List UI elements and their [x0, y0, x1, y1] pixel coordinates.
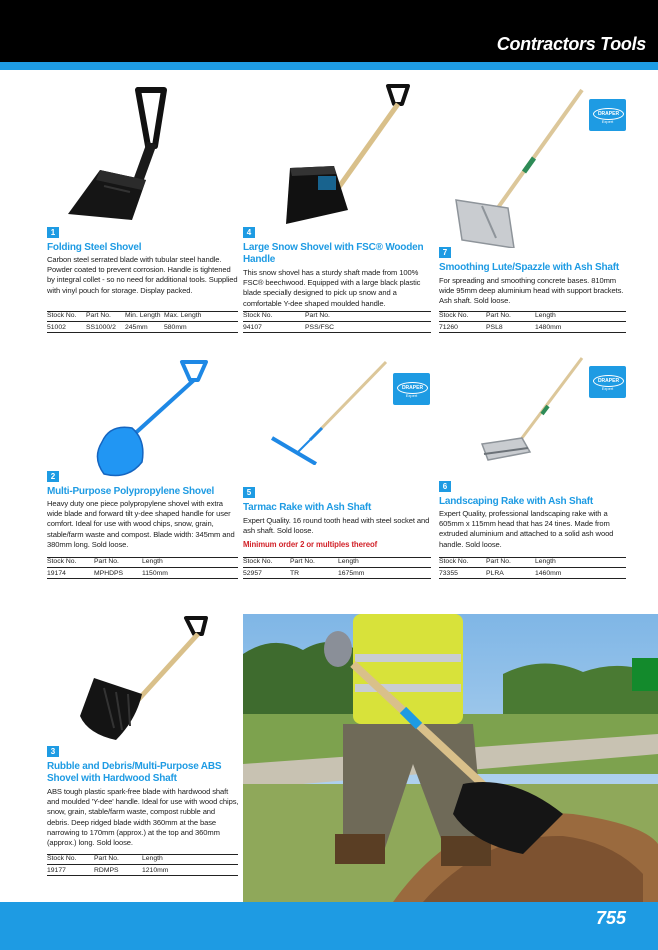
- product-description: Carbon steel serrated blade with tubular steel handle. Powder coated to prevent corrosion. Handle is tightened by integral collet - so no need for additional tools. Supplied with vinyl pouch for storage. Display packed.: [47, 255, 238, 295]
- product-number-badge: 6: [439, 481, 451, 492]
- col-length: Length: [535, 558, 626, 568]
- product-description: Expert Quality. 16 round tooth head with steel socket and ash shaft. Sold loose.: [243, 516, 430, 536]
- cell-min-length: 245mm: [125, 322, 164, 333]
- product-title: Smoothing Lute/Spazzle with Ash Shaft: [439, 262, 620, 273]
- col-length: Length: [142, 558, 238, 568]
- col-min-length: Min. Length: [125, 312, 164, 322]
- cell-length: 1480mm: [535, 322, 626, 333]
- draper-logo-wordmark: DRAPER: [593, 108, 624, 120]
- col-stock-no: Stock No.: [439, 558, 486, 568]
- product-description: This snow shovel has a sturdy shaft made from 100% FSC® beechwood. Equipped with a large black plastic blade specially designed to pick up snow and a comfortable Y-dee shaped moulded handle.: [243, 268, 421, 308]
- section-tab: [632, 658, 658, 691]
- col-part-no: Part No.: [94, 855, 142, 865]
- draper-logo-wordmark: DRAPER: [397, 382, 428, 394]
- snow-shovel-image: [272, 82, 422, 232]
- col-max-length: Max. Length: [164, 312, 238, 322]
- cell-max-length: 580mm: [164, 322, 238, 333]
- product-title: Large Snow Shovel with FSC® Wooden Handle: [243, 242, 424, 265]
- cell-length: 1210mm: [142, 865, 238, 876]
- product-number-badge: 4: [243, 227, 255, 238]
- table-row: [439, 568, 626, 579]
- landscaping-rake-image: [478, 356, 588, 466]
- spec-table: [243, 311, 431, 333]
- cell-stock-no: 52957: [243, 568, 290, 579]
- spec-table: [47, 854, 238, 876]
- abs-shovel-image: [76, 616, 216, 746]
- draper-logo: [393, 373, 430, 405]
- cell-part-no: MPHDPS: [94, 568, 142, 579]
- col-stock-no: Stock No.: [243, 558, 290, 568]
- product-number-badge: 7: [439, 247, 451, 258]
- product-description: Heavy duty one piece polypropylene shovel with extra wide blade and forward tilt y-dee shaped handle for user comfort. Ideal for use with wood chips, snow, grain, stable/farm waste and compost. Blade width: 345mm and 380mm long. Sold loose.: [47, 499, 235, 549]
- col-stock-no: Stock No.: [439, 312, 486, 322]
- smoothing-lute-image: [452, 88, 592, 248]
- draper-logo-tagline: Expert: [405, 393, 418, 398]
- product-title: Multi-Purpose Polypropylene Shovel: [47, 486, 215, 497]
- minimum-order-note: Minimum order 2 or multiples thereof: [243, 540, 378, 549]
- spec-table: [439, 311, 626, 333]
- spec-table: [243, 557, 431, 579]
- polypropylene-shovel-image: [88, 358, 213, 483]
- product-title: Folding Steel Shovel: [47, 242, 142, 253]
- draper-logo-wordmark: DRAPER: [593, 375, 624, 387]
- page-number: 755: [595, 908, 626, 928]
- table-row: [439, 322, 626, 333]
- table-row: [243, 322, 431, 333]
- spec-table: [47, 557, 238, 579]
- product-title: Rubble and Debris/Multi-Purpose ABS Shovel with Hardwood Shaft: [47, 761, 222, 784]
- product-description: ABS tough plastic spark-free blade with hardwood shaft and moulded 'Y-dee' handle. Ideal for use with wood chips, snow, grain, stable/farm waste, compost rubble and debris. Deep ridged blade width 360mm at the base narrowing to 170mm (approx.) at the top and 360mm (approx.) long. Sold loose.: [47, 787, 239, 848]
- page-title: Contractors Tools: [496, 34, 646, 54]
- col-stock-no: Stock No.: [243, 312, 305, 322]
- col-stock-no: Stock No.: [47, 855, 94, 865]
- worker-shovelling-photo: [243, 614, 658, 902]
- product-number-badge: 5: [243, 487, 255, 498]
- folding-shovel-image: [60, 86, 210, 226]
- col-stock-no: Stock No.: [47, 312, 86, 322]
- draper-logo-tagline: Expert: [601, 119, 614, 124]
- col-part-no: Part No.: [290, 558, 338, 568]
- cell-part-no: PLRA: [486, 568, 535, 579]
- cell-part-no: PSL8: [486, 322, 535, 333]
- cell-length: 1675mm: [338, 568, 431, 579]
- header-accent-stripe: [0, 62, 658, 70]
- cell-stock-no: 94107: [243, 322, 305, 333]
- cell-stock-no: 71260: [439, 322, 486, 333]
- product-title: Landscaping Rake with Ash Shaft: [439, 496, 594, 507]
- cell-length: 1460mm: [535, 568, 626, 579]
- col-length: Length: [142, 855, 238, 865]
- cell-part-no: PSS/FSC: [305, 322, 431, 333]
- draper-logo: [589, 99, 626, 131]
- tarmac-rake-image: [268, 360, 393, 465]
- cell-stock-no: 73355: [439, 568, 486, 579]
- cell-part-no: TR: [290, 568, 338, 579]
- table-row: [47, 322, 238, 333]
- footer-bar: [0, 902, 658, 950]
- col-length: Length: [535, 312, 626, 322]
- cell-part-no: SS1000/2: [86, 322, 125, 333]
- product-number-badge: 2: [47, 471, 59, 482]
- draper-logo-tagline: Expert: [601, 386, 614, 391]
- product-title: Tarmac Rake with Ash Shaft: [243, 502, 372, 513]
- col-length: Length: [338, 558, 431, 568]
- col-part-no: Part No.: [486, 558, 535, 568]
- product-number-badge: 1: [47, 227, 59, 238]
- cell-stock-no: 51002: [47, 322, 86, 333]
- cell-stock-no: 19177: [47, 865, 94, 876]
- col-part-no: Part No.: [94, 558, 142, 568]
- col-part-no: Part No.: [86, 312, 125, 322]
- col-stock-no: Stock No.: [47, 558, 94, 568]
- col-part-no: Part No.: [305, 312, 431, 322]
- table-row: [243, 568, 431, 579]
- cell-length: 1150mm: [142, 568, 238, 579]
- table-row: [47, 865, 238, 876]
- table-row: [47, 568, 238, 579]
- draper-logo: [589, 366, 626, 398]
- spec-table: [439, 557, 626, 579]
- product-number-badge: 3: [47, 746, 59, 757]
- product-description: For spreading and smoothing concrete bases. 810mm wide 95mm deep aluminium head with support brackets. Ash shaft. Sold loose.: [439, 276, 624, 306]
- spec-table: [47, 311, 238, 333]
- product-description: Expert Quality, professional landscaping rake with a 605mm x 115mm head that has 24 tines. Made from extruded aluminium and attached to a solid ash wood handle. Sold loose.: [439, 509, 614, 549]
- cell-stock-no: 19174: [47, 568, 94, 579]
- cell-part-no: RDMPS: [94, 865, 142, 876]
- col-part-no: Part No.: [486, 312, 535, 322]
